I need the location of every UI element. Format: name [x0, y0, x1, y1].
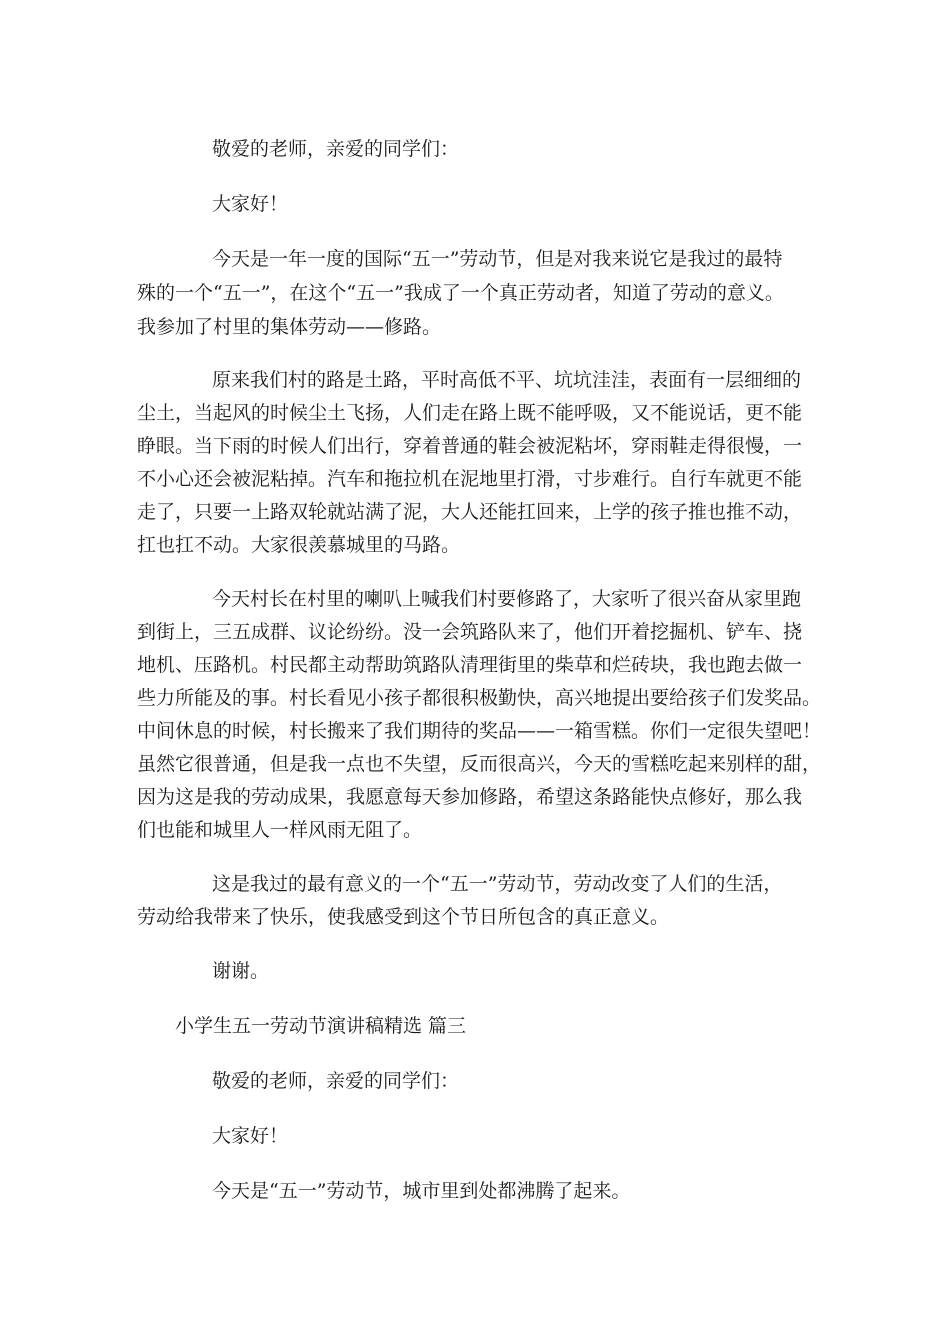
paragraph-line: 今天村长在村里的喇叭上喊我们村要修路了，大家听了很兴奋从家里跑 — [212, 588, 802, 610]
paragraph-line: 虽然它很普通，但是我一点也不失望，反而很高兴，今天的雪糕吃起来别样的甜， — [137, 753, 822, 775]
paragraph-line: 到街上，三五成群、议论纷纷。没一会筑路队来了，他们开着挖掘机、铲车、挠 — [137, 621, 803, 643]
paragraph-line: 今天是“五一”劳动节，城市里到处都沸腾了起来。 — [212, 1180, 631, 1202]
hello: 大家好！ — [212, 193, 289, 215]
paragraph-line: 劳动给我带来了快乐，使我感受到这个节日所包含的真正意义。 — [137, 906, 670, 928]
paragraph-line: 些力所能及的事。村长看见小孩子都很积极勤快，高兴地提出要给孩子们发奖品。 — [137, 687, 822, 709]
paragraph-line: 走了，只要一上路双轮就站满了泥，大人还能扛回来，上学的孩子推也推不动， — [137, 501, 803, 523]
paragraph-line: 中间休息的时候，村长搬来了我们期待的奖品——一箱雪糕。你们一定很失望吧！ — [137, 720, 822, 742]
paragraph-line: 地机、压路机。村民都主动帮助筑路队清理街里的柴草和烂砖块，我也跑去做一 — [137, 654, 803, 676]
paragraph-line: 我参加了村里的集体劳动——修路。 — [137, 316, 442, 338]
paragraph-line: 睁眼。当下雨的时候人们出行，穿着普通的鞋会被泥粘坏，穿雨鞋走得很慢，一 — [137, 435, 803, 457]
paragraph-line: 们也能和城里人一样风雨无阻了。 — [137, 819, 423, 841]
paragraph-line: 扛也扛不动。大家很羡慕城里的马路。 — [137, 534, 461, 556]
paragraph-line: 殊的一个“五一”，在这个“五一”我成了一个真正劳动者，知道了劳动的意义。 — [137, 282, 784, 304]
hello: 大家好！ — [212, 1125, 289, 1147]
thanks: 谢谢。 — [212, 960, 270, 982]
paragraph-line: 今天是一年一度的国际“五一”劳动节，但是对我来说它是我过的最特 — [212, 248, 783, 270]
paragraph-line: 原来我们村的路是土路，平时高低不平、坑坑洼洼，表面有一层细细的 — [212, 369, 802, 391]
greeting: 敬爱的老师，亲爱的同学们： — [212, 138, 460, 160]
paragraph-line: 尘土，当起风的时候尘土飞扬，人们走在路上既不能呼吸，又不能说话，更不能 — [137, 402, 803, 424]
section-title: 小学生五一劳动节演讲稿精选 篇三 — [175, 1015, 467, 1037]
greeting: 敬爱的老师，亲爱的同学们： — [212, 1070, 460, 1092]
paragraph-line: 因为这是我的劳动成果，我愿意每天参加修路，希望这条路能快点修好，那么我 — [137, 786, 803, 808]
paragraph-line: 这是我过的最有意义的一个“五一”劳动节，劳动改变了人们的生活， — [212, 873, 783, 895]
paragraph-line: 不小心还会被泥粘掉。汽车和拖拉机在泥地里打滑，寸步难行。自行车就更不能 — [137, 468, 803, 490]
